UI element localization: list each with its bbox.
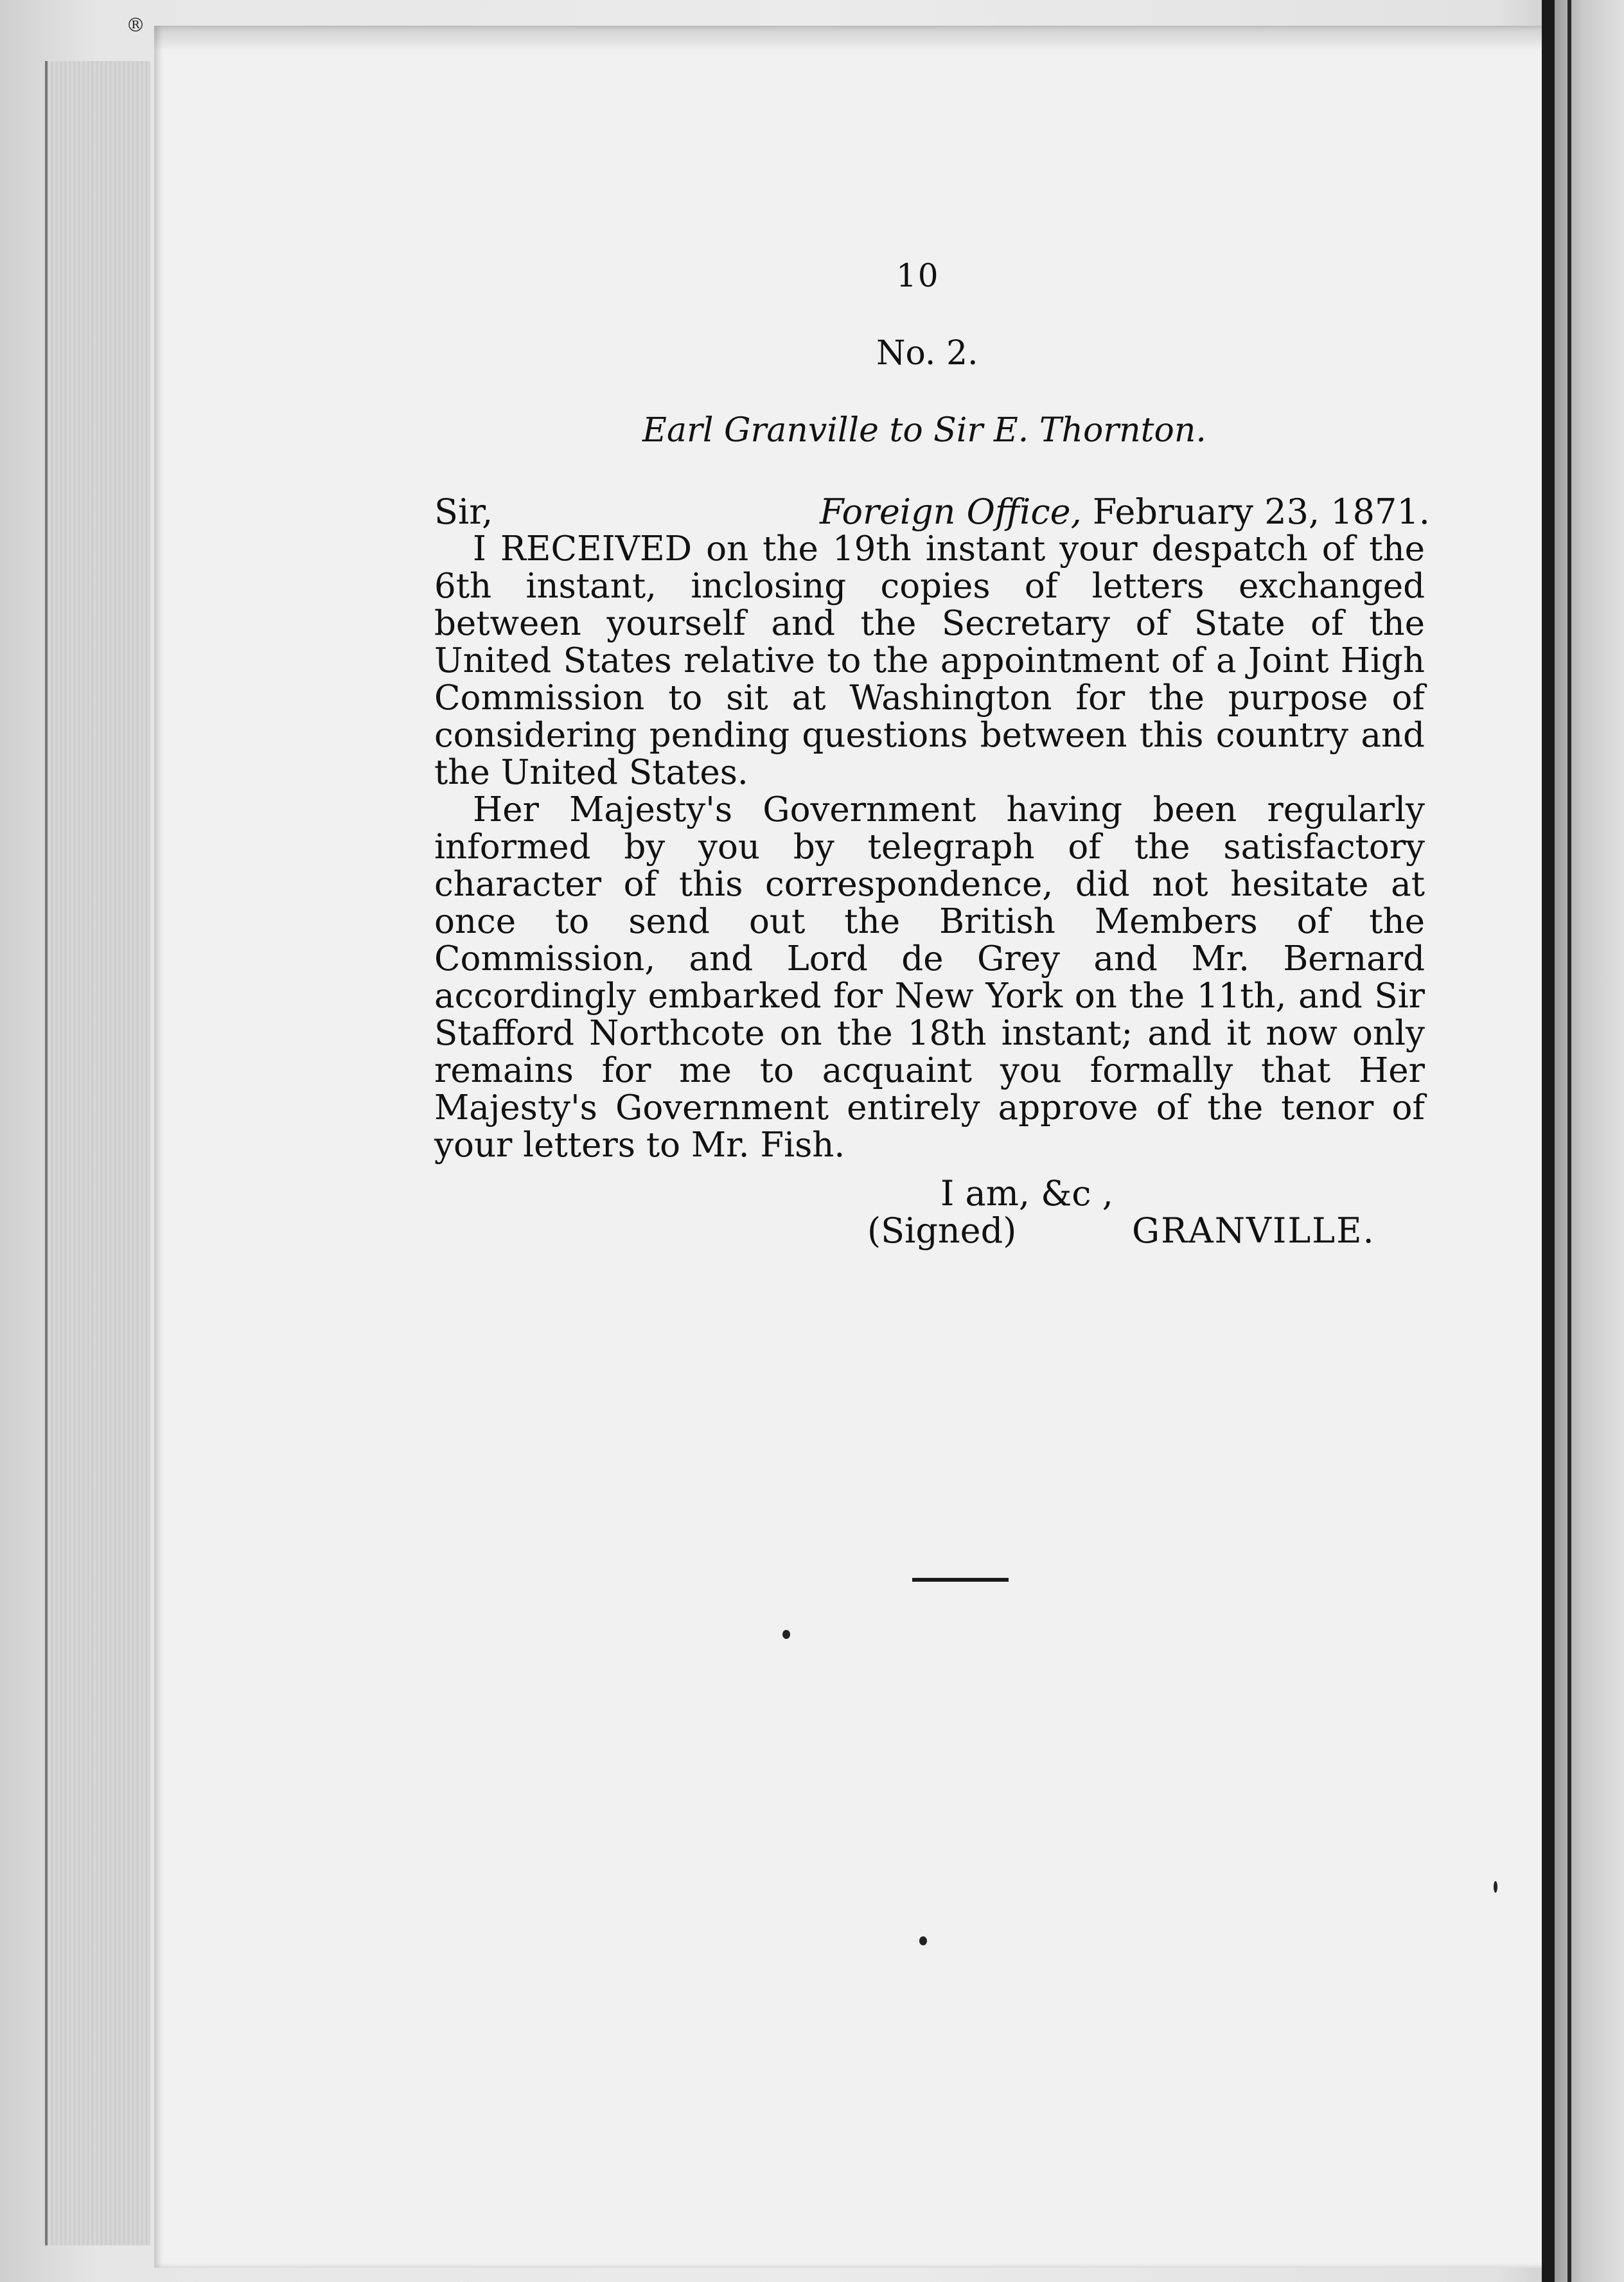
corner-mark: ® <box>126 14 145 37</box>
right-strip-line <box>1567 0 1571 2282</box>
salutation: Sir, <box>434 491 493 532</box>
paragraph: I RECEIVED on the 19th instant your despatch of the 6th instant, inclosing copies of letters exchanged between yourself and the Secretary of State of the United States relative to the appointment of a Joint High Commission to sit at Washington for the purpose of considering pending questions between this country and the United States. <box>434 529 1425 792</box>
page-top-shadow <box>154 26 1542 51</box>
ink-speck <box>1494 1881 1497 1893</box>
paragraph: Her Majesty's Government having been regularly informed by you by telegraph of the satisfactory character of this correspondence, did not hesitate at once to send out the British Members of the Commission, and Lord de Grey and Mr. Bernard accordingly embarked for New York on the 11th, and Sir Stafford Northcote on the 18th instant; and it now only remains for me to acquaint you formally that Her Majesty's Government entirely approve of the tenor of your letters to Mr. Fish. <box>434 790 1425 1165</box>
ink-speck <box>782 1630 790 1639</box>
ink-speck <box>919 1936 927 1945</box>
dateline <box>820 491 1430 532</box>
dateline-date: February 23, 1871. <box>1092 491 1430 532</box>
document-heading: Earl Granville to Sir E. Thornton. <box>642 411 1206 450</box>
signed-label: (Signed) <box>867 1210 1017 1251</box>
letter-body <box>434 531 1425 1164</box>
right-binding-shadow <box>1542 0 1555 2282</box>
right-page-strip <box>1555 0 1624 2282</box>
dateline-place: Foreign Office, <box>820 491 1082 532</box>
signature: GRANVILLE. <box>1132 1210 1375 1251</box>
document-number: No. 2. <box>876 334 978 373</box>
page-number: 10 <box>896 257 940 294</box>
left-page-edge <box>45 61 150 2245</box>
closing: I am, &c , <box>940 1173 1113 1214</box>
section-divider <box>912 1578 1009 1582</box>
